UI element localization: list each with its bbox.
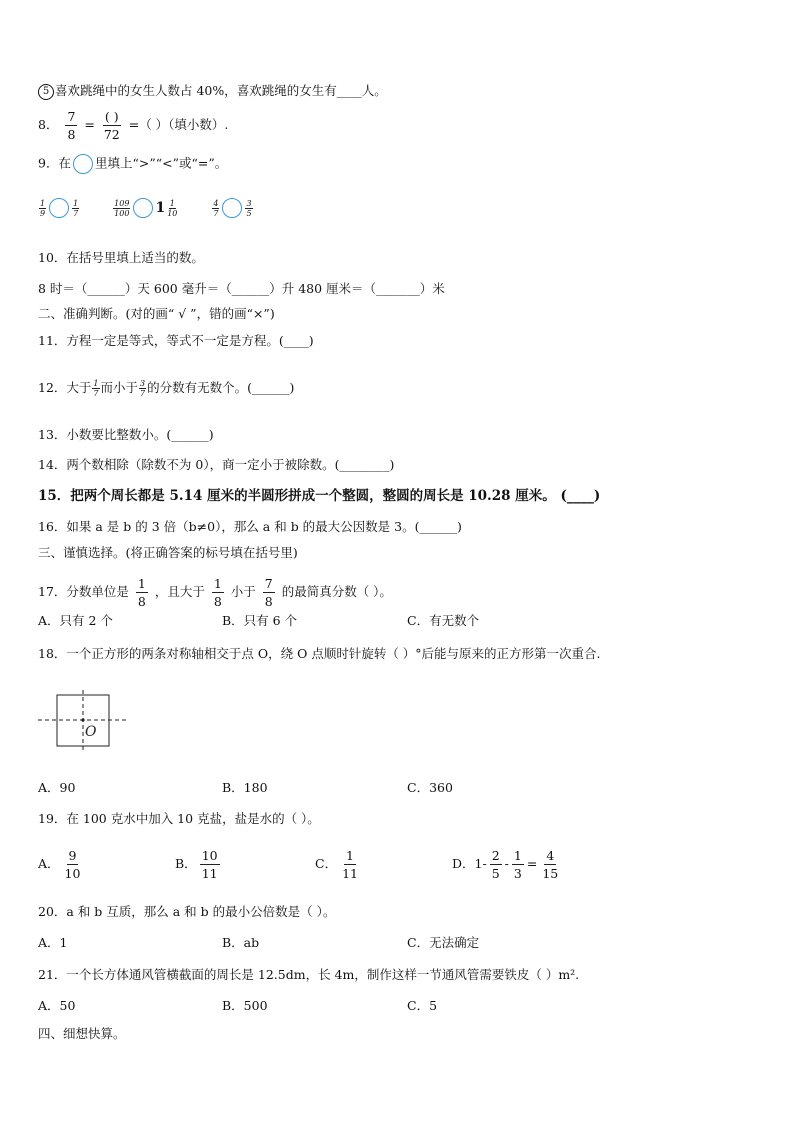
fraction: $\frac{1}{11}$ — [342, 848, 358, 881]
fraction: $\frac{1}{7}$ — [73, 198, 79, 218]
option-c[interactable]: C．5 — [407, 998, 438, 1013]
question-text: =（ ）（填小数）. — [128, 117, 229, 132]
question-19: 19．在 100 克水中加入 10 克盐，盐是水的（ ）。 — [38, 811, 320, 826]
fraction: $\frac{1}{7}$ — [93, 379, 99, 398]
option-a[interactable]: A．1 — [38, 935, 68, 950]
question-12 — [38, 379, 294, 398]
compare-circle[interactable] — [133, 198, 153, 218]
option-c[interactable] — [315, 847, 363, 882]
question-number: 8． — [38, 117, 59, 132]
question-text-mid: 而小于 — [100, 380, 139, 395]
question-16: 16．如果 a 是 b 的 3 倍（b≠0），那么 a 和 b 的最大公因数是 3。(______) — [38, 519, 462, 534]
question-5-sub — [38, 82, 387, 100]
option-b[interactable] — [175, 847, 223, 882]
fraction-blank-72: $\frac{( )}{72}$ — [103, 109, 120, 142]
option-b[interactable]: B．180 — [222, 780, 268, 795]
fraction-7-8: $\frac{7}{8}$ — [67, 109, 76, 142]
fraction: $\frac{1}{8}$ — [213, 576, 222, 609]
square-axes-figure — [36, 690, 132, 752]
question-13: 13．小数要比整数小。(______) — [38, 427, 214, 442]
point-o-label: O — [85, 724, 97, 740]
section-4-title: 四、细想快算。 — [38, 1026, 126, 1041]
question-17 — [38, 575, 392, 610]
option-a[interactable] — [38, 847, 85, 882]
option-label: D． — [452, 856, 475, 871]
option-b[interactable]: B．500 — [222, 998, 268, 1013]
equals-sign: = — [526, 856, 538, 871]
option-c[interactable]: C．有无数个 — [407, 613, 480, 628]
fraction: $\frac{4}{15}$ — [542, 848, 559, 881]
option-b[interactable]: B．ab — [222, 935, 260, 950]
whole-number: 1 — [155, 200, 166, 216]
fraction: $\frac{3}{7}$ — [140, 379, 146, 398]
question-text: 喜欢跳绳中的女生人数占 40%，喜欢跳绳的女生有____人。 — [55, 83, 387, 98]
question-9 — [38, 154, 227, 174]
question-14: 14．两个数相除（除数不为 0），商一定小于被除数。(________) — [38, 457, 395, 472]
option-d[interactable] — [452, 847, 563, 882]
fraction: $\frac{3}{5}$ — [246, 198, 252, 218]
option-a[interactable]: A．90 — [38, 780, 76, 795]
fraction: $\frac{10}{11}$ — [201, 848, 218, 881]
question-15: 15．把两个周长都是 5.14 厘米的半圆形拼成一个整圆，整圆的周长是 10.28 厘米。 (____) — [38, 488, 601, 504]
question-text-mid: ，且大于 — [154, 584, 205, 599]
fraction: $\frac{1}{8}$ — [137, 576, 146, 609]
section-3-title: 三、谨慎选择。(将正确答案的标号填在括号里) — [38, 545, 298, 560]
compare-circle[interactable] — [222, 198, 242, 218]
fraction: $\frac{2}{5}$ — [491, 848, 500, 881]
equals-sign: = — [84, 117, 95, 132]
question-text-post: 的最简真分数（ ）。 — [281, 584, 392, 599]
question-11: 11．方程一定是等式，等式不一定是方程。(____) — [38, 333, 314, 348]
question-text-cont: 里填上“>”“<”或“=”。 — [94, 155, 228, 171]
fraction: $\frac{1}{3}$ — [513, 848, 522, 881]
option-a[interactable]: A．50 — [38, 998, 76, 1013]
question-18: 18．一个正方形的两条对称轴相交于点 O，绕 O 点顺时针旋转（ ）°后能与原来的正方形第一次重合. — [38, 646, 601, 661]
section-2-title: 二、准确判断。(对的画“ √ ”，错的画“×”) — [38, 306, 275, 321]
fraction: $\frac{9}{10}$ — [64, 848, 81, 881]
fraction: $\frac{1}{10}$ — [167, 198, 178, 218]
question-text: 9．在 — [38, 155, 71, 171]
option-label: C． — [315, 856, 338, 871]
fraction: $\frac{1}{9}$ — [40, 198, 46, 218]
fraction: $\frac{7}{8}$ — [264, 576, 273, 609]
question-text: 17．分数单位是 — [38, 584, 129, 599]
minus-sign: - — [504, 856, 509, 871]
option-b[interactable]: B．只有 6 个 — [222, 613, 298, 628]
option-c[interactable]: C．无法确定 — [407, 935, 480, 950]
question-20: 20．a 和 b 互质，那么 a 和 b 的最小公倍数是（ ）。 — [38, 904, 336, 919]
question-21: 21．一个长方体通风管横截面的周长是 12.5dm，长 4m，制作这样一节通风管需要铁皮（ ）m². — [38, 967, 580, 982]
question-text: 12．大于 — [38, 380, 92, 395]
question-9-pairs — [38, 198, 254, 218]
fraction: $\frac{4}{7}$ — [213, 198, 219, 218]
answer-circle[interactable] — [73, 154, 93, 174]
center-point — [81, 718, 84, 721]
question-10-blanks: 8 时＝（______）天 600 毫升＝（______）升 480 厘米＝（_______）米 — [38, 281, 445, 296]
option-a[interactable]: A．只有 2 个 — [38, 613, 113, 628]
question-text-mid: 小于 — [230, 584, 256, 599]
question-10: 10．在括号里填上适当的数。 — [38, 250, 204, 265]
question-text-post: 的分数有无数个。(______) — [147, 380, 295, 395]
fraction: $\frac{109}{100}$ — [114, 198, 130, 218]
circled-number: 5 — [38, 84, 54, 100]
option-c[interactable]: C．360 — [407, 780, 453, 795]
option-label: B． — [175, 856, 197, 871]
compare-circle[interactable] — [49, 198, 69, 218]
option-label: A． — [38, 856, 60, 871]
expression-text: 1- — [474, 856, 487, 871]
question-8 — [38, 108, 228, 143]
